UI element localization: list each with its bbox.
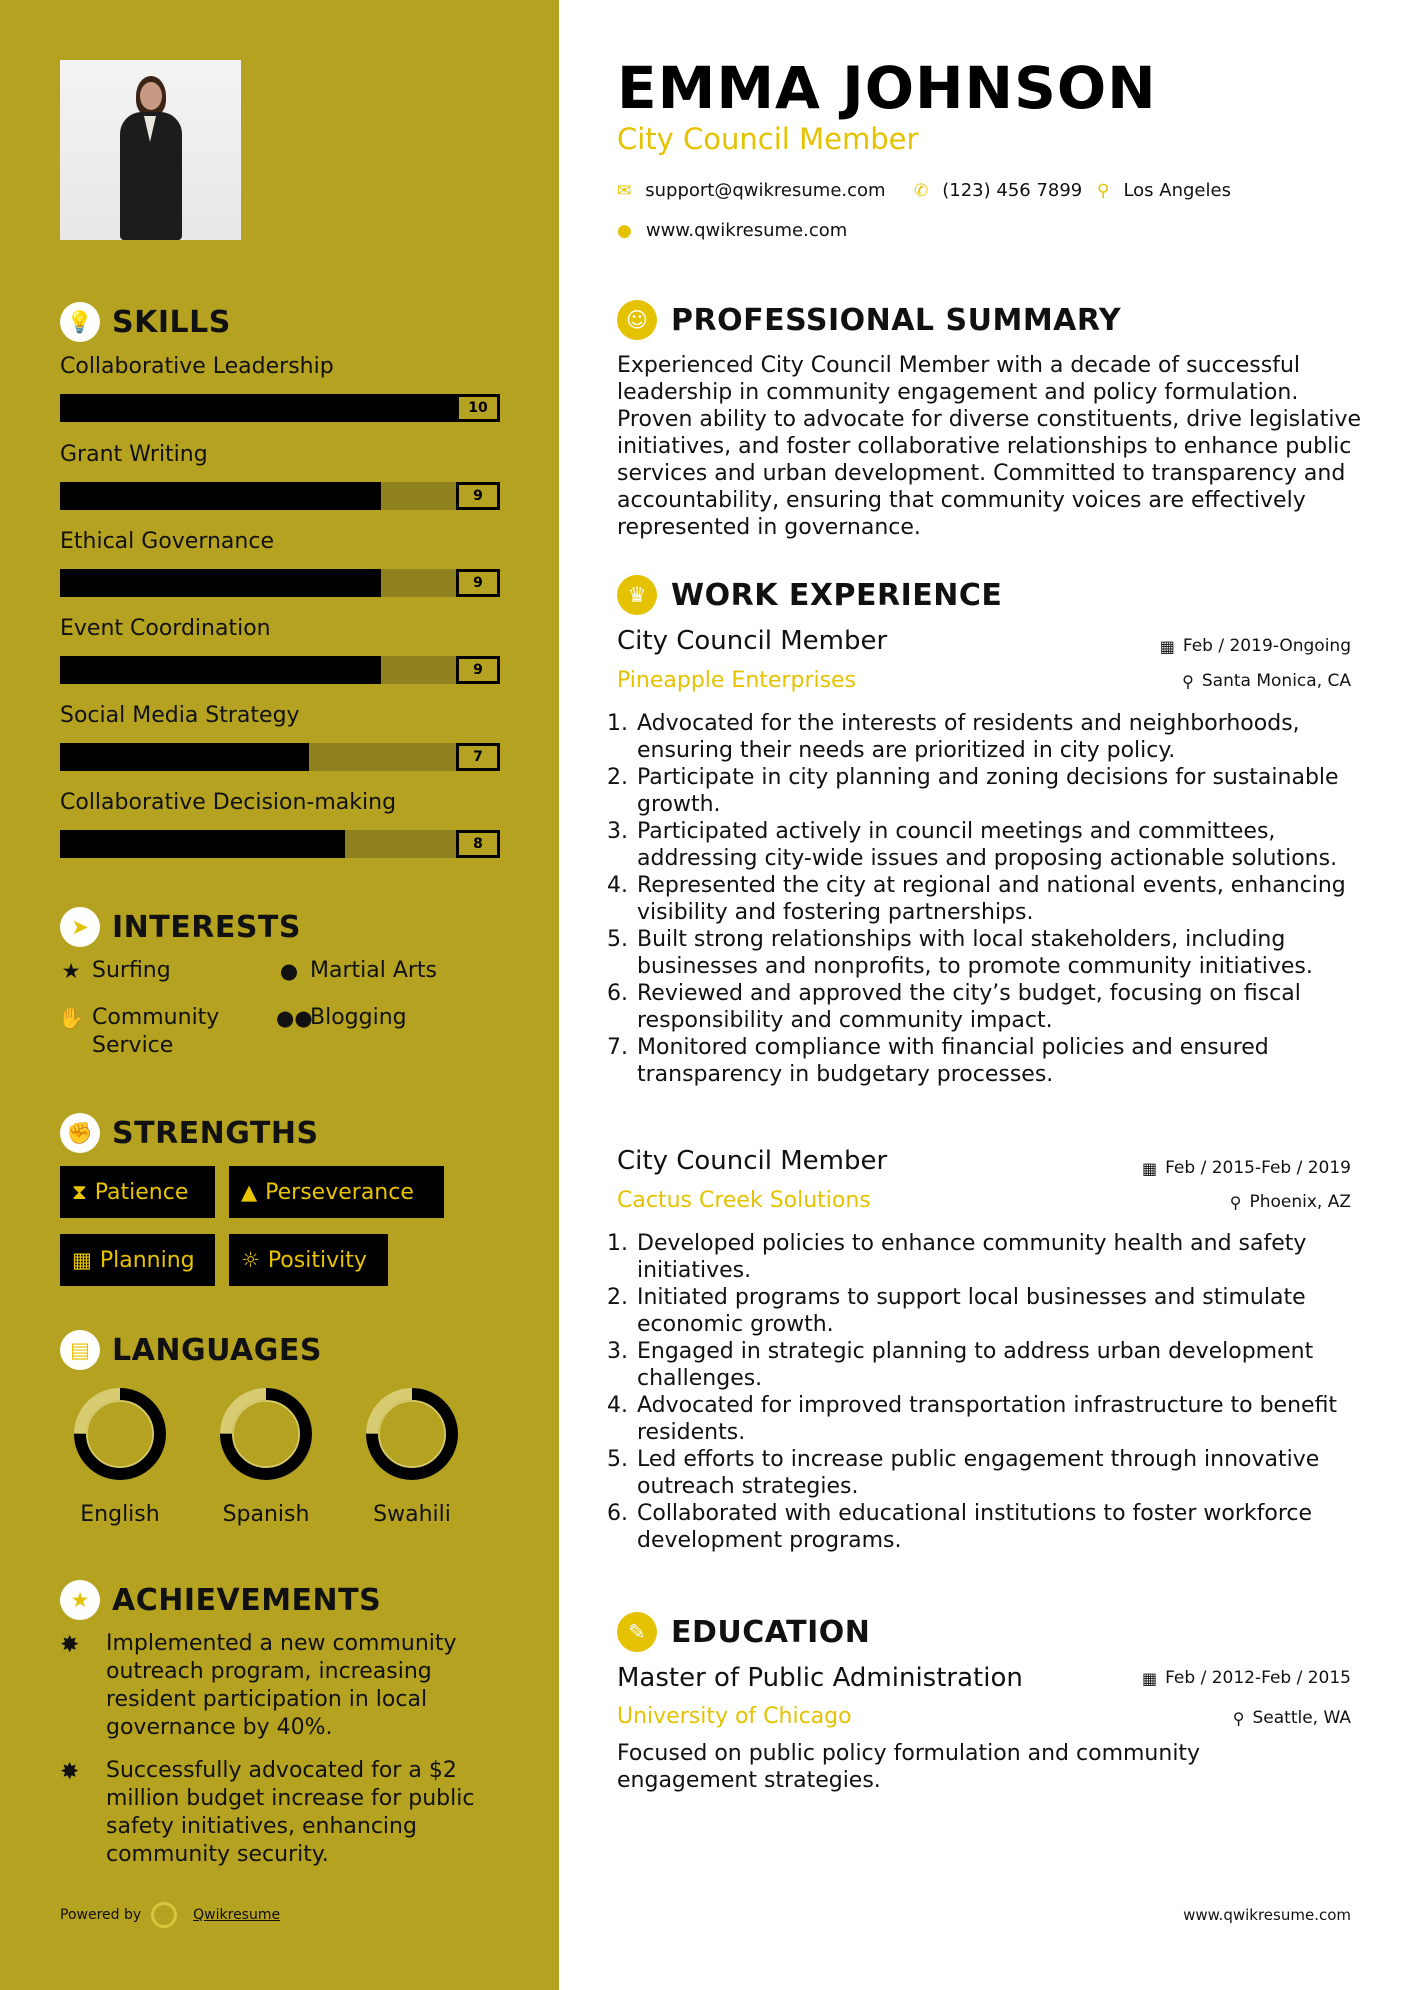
- interests-title: INTERESTS: [112, 909, 301, 945]
- language-item: [55, 1386, 185, 1527]
- interest-item: [58, 1004, 238, 1060]
- list-item: 1. Developed policies to enhance community health and safety initiatives.: [635, 1230, 1377, 1284]
- envelope-icon: ✉: [617, 180, 632, 201]
- strength-label: Patience: [94, 1179, 189, 1205]
- calendar-icon: ▦: [1141, 1158, 1158, 1178]
- hand-raised-icon: ✊: [60, 1113, 100, 1153]
- website-text[interactable]: www.qwikresume.com: [645, 220, 848, 241]
- qwikresume-logo-icon: [151, 1902, 177, 1928]
- profile-photo: [60, 60, 241, 240]
- skill-bar: [60, 394, 500, 422]
- pin-icon: ⚲: [1182, 671, 1194, 691]
- job-dates-text: Feb / 2019-Ongoing: [1182, 636, 1351, 656]
- job-title: City Council Member: [617, 1146, 888, 1176]
- candidate-role: City Council Member: [617, 122, 919, 156]
- calendar-icon: ▦: [1159, 636, 1175, 656]
- graduation-cap-icon: ✎: [617, 1612, 657, 1652]
- skill-level: 9: [456, 656, 500, 684]
- skill-item: [60, 352, 500, 422]
- skill-item: [60, 701, 500, 771]
- strength-label: Perseverance: [265, 1179, 414, 1205]
- list-item: 3. Engaged in strategic planning to address urban development challenges.: [635, 1338, 1377, 1392]
- interests-header: [60, 907, 301, 947]
- list-item: 7. Monitored compliance with financial policies and ensured transparency in budgetary processes.: [635, 1034, 1377, 1088]
- education-header: [617, 1612, 870, 1652]
- lightbulb-icon: 💡: [60, 302, 100, 342]
- brand-link[interactable]: Qwikresume: [193, 1907, 281, 1923]
- job-location: [1182, 671, 1351, 691]
- skill-name: Collaborative Decision-making: [60, 790, 397, 815]
- skill-item: [60, 440, 500, 510]
- pin-icon: ⚲: [1229, 1192, 1242, 1212]
- skill-bar: [60, 656, 500, 684]
- skill-bar: [60, 482, 500, 510]
- skill-bar: [60, 569, 500, 597]
- star-burst-icon: ✸: [60, 1759, 80, 1785]
- users-icon: ●●: [276, 1006, 313, 1030]
- language-ring: [72, 1386, 168, 1482]
- education-location: [1233, 1708, 1351, 1728]
- achievement-item: [60, 1630, 500, 1742]
- strength-tag: [60, 1166, 215, 1218]
- interest-item: [276, 1004, 407, 1032]
- skill-level: 10: [456, 394, 500, 422]
- location-text: Los Angeles: [1123, 180, 1231, 201]
- phone-icon: ✆: [914, 180, 929, 201]
- list-item: 3. Participated actively in council meetings and committees, addressing city-wide issues and proposing actionable solutions.: [635, 818, 1377, 872]
- strengths-header: [60, 1113, 319, 1153]
- list-item: 6. Collaborated with educational institutions to foster workforce development programs.: [635, 1500, 1377, 1554]
- skill-item: [60, 788, 500, 858]
- pin-icon: ⚲: [1232, 1708, 1245, 1728]
- strength-tag: [60, 1234, 215, 1286]
- map-pin-icon: ⚲: [1097, 180, 1110, 201]
- job-bullets: [617, 1230, 1377, 1554]
- education-location-text: Seattle, WA: [1252, 1708, 1351, 1728]
- list-item: 5. Led efforts to increase public engagement through innovative outreach strategies.: [635, 1446, 1377, 1500]
- achievement-text: Successfully advocated for a $2 million budget increase for public safety initiatives, enhancing community security.: [106, 1758, 475, 1867]
- skill-name: Collaborative Leadership: [60, 354, 334, 379]
- job-dates: [1142, 1158, 1351, 1178]
- contact-website: [617, 220, 847, 241]
- candidate-name: EMMA JOHNSON: [617, 54, 1157, 122]
- interest-label: Surfing: [92, 958, 171, 983]
- calendar-icon: ▦: [1141, 1668, 1158, 1688]
- education-dates: [1142, 1668, 1351, 1688]
- skills-header: [60, 302, 231, 342]
- achievement-item: [60, 1757, 500, 1869]
- experience-title: WORK EXPERIENCE: [671, 577, 1003, 613]
- strengths-title: STRENGTHS: [112, 1115, 319, 1151]
- languages-header: [60, 1330, 322, 1370]
- summary-title: PROFESSIONAL SUMMARY: [671, 302, 1122, 338]
- hand-icon: ✋: [58, 1006, 85, 1030]
- language-ring: [364, 1386, 460, 1482]
- list-item: 2. Participate in city planning and zoning decisions for sustainable growth.: [635, 764, 1377, 818]
- school-name: University of Chicago: [617, 1704, 852, 1729]
- sun-icon: ☼: [241, 1248, 260, 1272]
- skill-level: 8: [456, 830, 500, 858]
- skill-level: 9: [456, 482, 500, 510]
- job-location-text: Santa Monica, CA: [1201, 671, 1351, 691]
- skill-item: [60, 527, 500, 597]
- powered-label: Powered by: [60, 1907, 142, 1923]
- summary-text: Experienced City Council Member with a decade of successful leadership in community engagement and policy formulation. Proven ability to advocate for diverse constituents, drive legislative initiatives, and foster collaborative relationships to enhance public services and urban development. Committed to transparency and accountability, ensuring that community voices are effectively represented in governance.: [617, 353, 1362, 540]
- language-item: [347, 1386, 477, 1527]
- contact-location: [1097, 180, 1231, 201]
- interest-label: Blogging: [310, 1005, 407, 1030]
- list-item: 4. Represented the city at regional and national events, enhancing visibility and fostering partnerships.: [635, 872, 1377, 926]
- sidebar: [0, 0, 559, 1990]
- job-bullets: [617, 710, 1377, 1088]
- star-burst-icon: ✸: [60, 1632, 80, 1658]
- skills-title: SKILLS: [112, 304, 231, 340]
- interest-item: [58, 957, 171, 985]
- achievement-text: Implemented a new community outreach program, increasing resident participation in local governance by 40%.: [106, 1631, 457, 1740]
- job-location-text: Phoenix, AZ: [1249, 1192, 1351, 1212]
- list-item: 4. Advocated for improved transportation infrastructure to benefit residents.: [635, 1392, 1377, 1446]
- powered-by: [60, 1902, 280, 1928]
- award-star-icon: ★: [60, 1580, 100, 1620]
- email-text[interactable]: support@qwikresume.com: [645, 180, 886, 201]
- experience-header: [617, 575, 1002, 615]
- list-item: 2. Initiated programs to support local businesses and stimulate economic growth.: [635, 1284, 1377, 1338]
- language-name: Spanish: [222, 1502, 310, 1527]
- office-chair-icon: ♛: [617, 575, 657, 615]
- strength-tag: [229, 1234, 388, 1286]
- hourglass-icon: ⧗: [72, 1179, 87, 1204]
- skill-name: Grant Writing: [60, 442, 208, 467]
- globe-icon: ●: [279, 959, 299, 983]
- languages-title: LANGUAGES: [112, 1332, 322, 1368]
- job-company: Pineapple Enterprises: [617, 668, 857, 693]
- user-icon: ☺: [617, 300, 657, 340]
- contact-email: [617, 180, 886, 201]
- road-icon: ▲: [241, 1180, 258, 1204]
- language-name: English: [80, 1502, 160, 1527]
- interest-item: [276, 957, 437, 985]
- list-item: 6. Reviewed and approved the city’s budget, focusing on fiscal responsibility and community impact.: [635, 980, 1377, 1034]
- interest-label: Martial Arts: [310, 958, 438, 983]
- strength-tag: [229, 1166, 444, 1218]
- job-location: [1230, 1192, 1351, 1212]
- skill-name: Ethical Governance: [60, 529, 274, 554]
- job-title: City Council Member: [617, 626, 888, 656]
- language-item: [201, 1386, 331, 1527]
- skill-bar: [60, 830, 500, 858]
- skill-bar: [60, 743, 500, 771]
- job-dates: [1160, 636, 1351, 656]
- globe-icon: ●: [617, 220, 632, 241]
- paper-plane-icon: ➤: [60, 907, 100, 947]
- achievements-title: ACHIEVEMENTS: [112, 1582, 382, 1618]
- main-content: [559, 0, 1407, 1990]
- strength-label: Planning: [99, 1247, 195, 1273]
- ring-inner: [379, 1401, 445, 1467]
- ring-inner: [233, 1401, 299, 1467]
- contact-phone: [914, 180, 1082, 201]
- list-item: 1. Advocated for the interests of residents and neighborhoods, ensuring their needs are prioritized in city policy.: [635, 710, 1377, 764]
- star-icon: ★: [61, 959, 81, 983]
- degree-title: Master of Public Administration: [617, 1663, 1023, 1693]
- language-name: Swahili: [373, 1502, 451, 1527]
- job-company: Cactus Creek Solutions: [617, 1188, 871, 1213]
- education-dates-text: Feb / 2012-Feb / 2015: [1165, 1668, 1351, 1688]
- footer-url[interactable]: www.qwikresume.com: [1183, 1906, 1351, 1924]
- ring-inner: [87, 1401, 153, 1467]
- language-ring: [218, 1386, 314, 1482]
- job-dates-text: Feb / 2015-Feb / 2019: [1165, 1158, 1351, 1178]
- strength-label: Positivity: [267, 1247, 367, 1273]
- list-item: 5. Built strong relationships with local stakeholders, including businesses and nonprofits, to promote community initiatives.: [635, 926, 1377, 980]
- summary-header: [617, 300, 1121, 340]
- skill-item: [60, 614, 500, 684]
- skill-level: 7: [456, 743, 500, 771]
- language-card-icon: ▤: [60, 1330, 100, 1370]
- calendar-icon: ▦: [72, 1248, 92, 1272]
- skill-name: Event Coordination: [60, 616, 271, 641]
- interest-label: Community Service: [92, 1005, 220, 1058]
- phone-text[interactable]: (123) 456 7899: [942, 180, 1083, 201]
- skill-name: Social Media Strategy: [60, 703, 300, 728]
- skill-level: 9: [456, 569, 500, 597]
- achievements-header: [60, 1580, 381, 1620]
- education-description: Focused on public policy formulation and community engagement strategies.: [617, 1741, 1201, 1793]
- education-title: EDUCATION: [671, 1614, 871, 1650]
